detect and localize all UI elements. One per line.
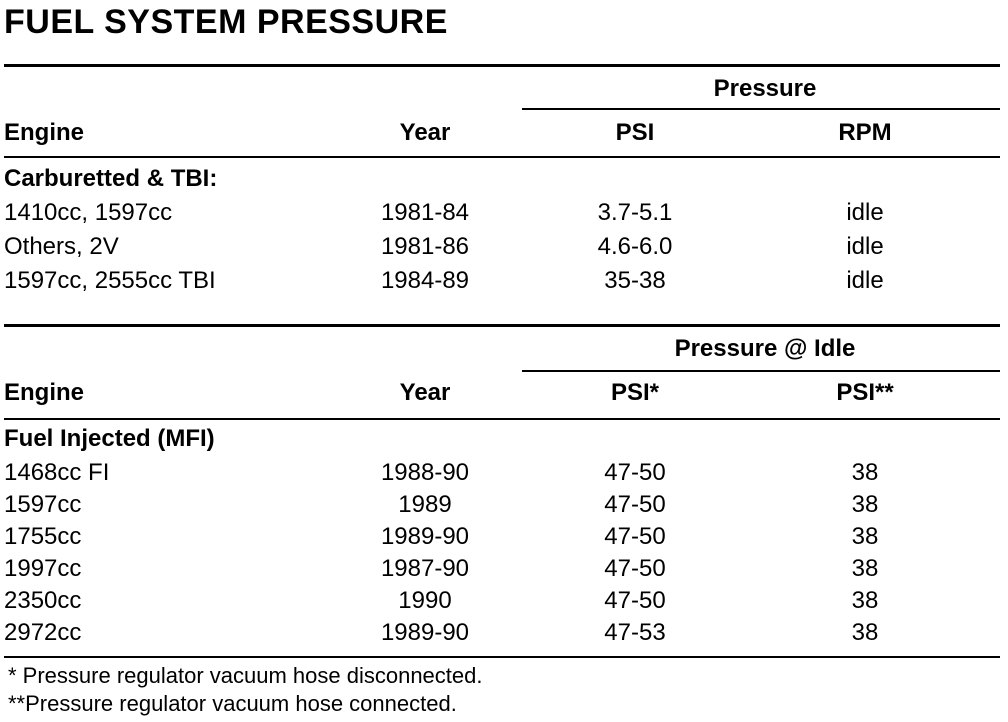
table2-row4-psi-connected: 38: [851, 555, 879, 582]
table2-header-rule: [4, 418, 1000, 420]
table2-row2-psi-disconnected: 47-50: [604, 491, 666, 518]
footnote-connected: **Pressure regulator vacuum hose connected.: [8, 691, 457, 716]
table2-row5-psi-disconnected: 47-50: [604, 587, 666, 614]
table1-header-year: Year: [399, 119, 451, 146]
table2-row3-year: 1989-90: [380, 523, 470, 550]
table2-section-label: Fuel Injected (MFI): [4, 425, 215, 452]
table1-row1-psi: 3.7-5.1: [597, 199, 673, 226]
table2-row1-psi-disconnected: 47-50: [604, 459, 666, 486]
table1-row3-rpm: idle: [846, 267, 884, 294]
table2-row1-year: 1988-90: [380, 459, 470, 486]
table2-row6-year: 1989-90: [380, 619, 470, 646]
table2-row2-psi-connected: 38: [851, 491, 879, 518]
table1-row2-engine: Others, 2V: [4, 233, 119, 260]
table1-header-psi: PSI: [615, 119, 655, 146]
table1-header-engine: Engine: [4, 119, 85, 146]
table1-row2-year: 1981-86: [380, 233, 470, 260]
table2-header-psi-disconnected: PSI*: [610, 379, 660, 406]
table1-section-label: Carburetted & TBI:: [4, 165, 218, 192]
table2-header-year: Year: [399, 379, 451, 406]
table2-row6-psi-disconnected: 47-53: [604, 619, 666, 646]
table1-row1-year: 1981-84: [380, 199, 470, 226]
table2-row2-engine: 1597cc: [4, 491, 82, 518]
table2-row4-year: 1987-90: [380, 555, 470, 582]
table1-row3-psi: 35-38: [604, 267, 666, 294]
footnote-disconnected: * Pressure regulator vacuum hose disconnected.: [8, 663, 483, 688]
table1-row2-rpm: idle: [846, 233, 884, 260]
table1-row2-psi: 4.6-6.0: [597, 233, 673, 260]
table2-row4-engine: 1997cc: [4, 555, 82, 582]
page-title: FUEL SYSTEM PRESSURE: [4, 3, 448, 41]
table2-pressure-group-rule: [522, 370, 1000, 372]
table1-row3-year: 1984-89: [380, 267, 470, 294]
table2-row5-engine: 2350cc: [4, 587, 82, 614]
table2-row2-year: 1989: [398, 491, 452, 518]
table2-bottom-rule: [4, 656, 1000, 658]
table1-pressure-group-header: Pressure: [713, 75, 817, 102]
table2-row6-psi-connected: 38: [851, 619, 879, 646]
table1-header-rule: [4, 156, 1000, 158]
table2-row1-psi-connected: 38: [851, 459, 879, 486]
table2-header-engine: Engine: [4, 379, 85, 406]
table2-top-rule: [4, 324, 1000, 327]
table2-row6-engine: 2972cc: [4, 619, 82, 646]
table2-row5-psi-connected: 38: [851, 587, 879, 614]
table2-row4-psi-disconnected: 47-50: [604, 555, 666, 582]
table1-top-rule: [4, 64, 1000, 67]
table2-row3-psi-connected: 38: [851, 523, 879, 550]
table1-header-rpm: RPM: [838, 119, 892, 146]
table2-row5-year: 1990: [398, 587, 452, 614]
table1-pressure-group-rule: [522, 108, 1000, 110]
table2-row3-psi-disconnected: 47-50: [604, 523, 666, 550]
table2-header-psi-connected: PSI**: [836, 379, 894, 406]
table1-row1-engine: 1410cc, 1597cc: [4, 199, 173, 226]
table2-pressure-group-header: Pressure @ Idle: [674, 335, 856, 362]
table2-row1-engine: 1468cc FI: [4, 459, 110, 486]
table2-row3-engine: 1755cc: [4, 523, 82, 550]
table1-row3-engine: 1597cc, 2555cc TBI: [4, 267, 216, 294]
table1-row1-rpm: idle: [846, 199, 884, 226]
